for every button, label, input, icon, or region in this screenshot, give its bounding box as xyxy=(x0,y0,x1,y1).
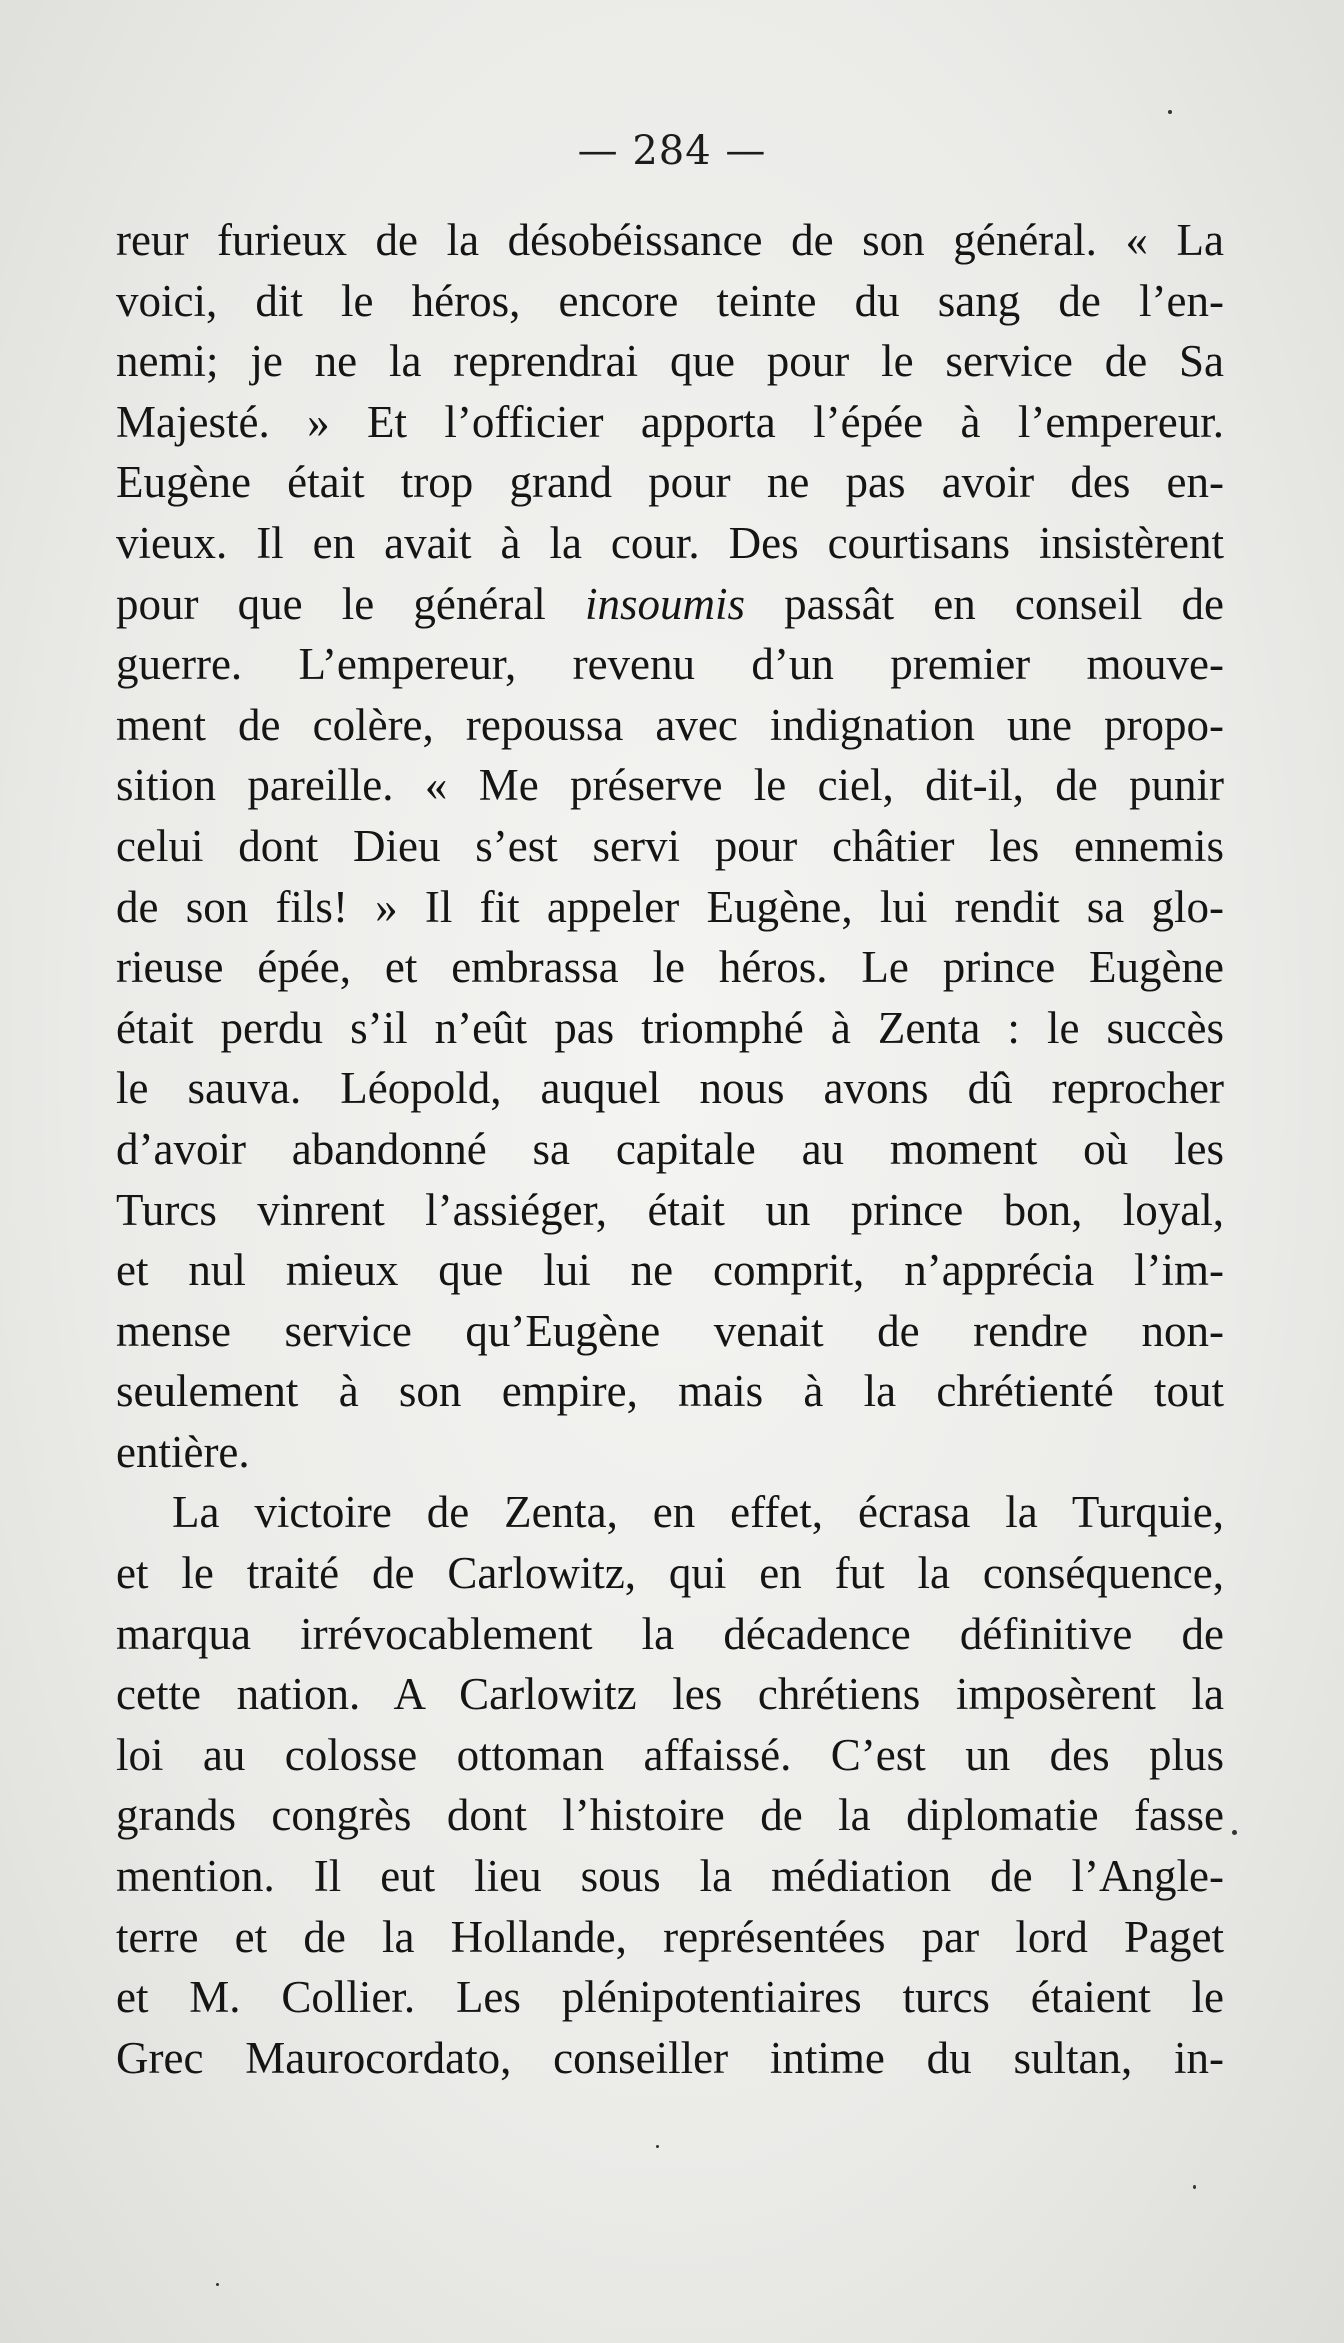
text-line: Grec Maurocordato, conseiller intime du sultan, in- xyxy=(116,2032,1224,2083)
print-speck xyxy=(1168,110,1172,114)
text-line: La victoire de Zenta, en effet, écrasa la Turquie, xyxy=(172,1487,1224,1538)
text-line: et M. Collier. Les plénipotentiaires turcs étaient le xyxy=(116,1972,1224,2023)
text-line xyxy=(116,574,1224,635)
text-line: reur furieux de la désobéissance de son général. « La xyxy=(116,215,1224,265)
text-line: guerre. L’empereur, revenu d’un premier mouve- xyxy=(116,639,1224,690)
print-speck xyxy=(1193,2185,1196,2189)
italic-word: insoumis xyxy=(584,578,745,629)
text-line: nemi; je ne la reprendrai que pour le service de Sa xyxy=(116,336,1224,387)
text-line: et nul mieux que lui ne comprit, n’apprécia l’im- xyxy=(116,1245,1224,1296)
print-speck xyxy=(656,2145,659,2148)
text-line: sition pareille. « Me préserve le ciel, dit-il, de punir xyxy=(116,760,1224,811)
text-line: loi au colosse ottoman affaissé. C’est un des plus xyxy=(116,1729,1224,1780)
text-line: mense service qu’Eugène venait de rendre non- xyxy=(116,1305,1224,1356)
text-line: cette nation. A Carlowitz les chrétiens imposèrent la xyxy=(116,1669,1224,1720)
page-number: — 284 — xyxy=(577,128,767,174)
text-line: vieux. Il en avait à la cour. Des courtisans insistèrent xyxy=(116,517,1224,568)
text-line: était perdu s’il n’eût pas triomphé à Zenta : le succès xyxy=(116,1002,1224,1053)
text-line: terre et de la Hollande, représentées par lord Paget xyxy=(116,1911,1224,1962)
text-line: de son fils! » Il fit appeler Eugène, lui rendit sa glo- xyxy=(116,881,1224,932)
body-text xyxy=(116,210,1224,2088)
text-line: marqua irrévocablement la décadence définitive de xyxy=(116,1608,1224,1659)
text-line: mention. Il eut lieu sous la médiation de l’Angle- xyxy=(116,1851,1224,1902)
text-line: seulement à son empire, mais à la chrétienté tout xyxy=(116,1366,1224,1417)
text-line: Majesté. » Et l’officier apporta l’épée à l’empereur. xyxy=(116,396,1224,447)
text-line: Turcs vinrent l’assiéger, était un prince bon, loyal, xyxy=(116,1184,1224,1235)
text-segment: passât en conseil de xyxy=(745,578,1224,629)
text-line: rieuse épée, et embrassa le héros. Le prince Eugène xyxy=(116,942,1224,993)
text-line: grands congrès dont l’histoire de la diplomatie fasse xyxy=(116,1790,1224,1841)
text-line: Eugène était trop grand pour ne pas avoir des en- xyxy=(116,457,1224,508)
text-line: celui dont Dieu s’est servi pour châtier les ennemis xyxy=(116,820,1224,871)
text-line: d’avoir abandonné sa capitale au moment où les xyxy=(116,1123,1224,1174)
text-line: entière. xyxy=(116,1426,250,1477)
print-speck xyxy=(1232,1830,1237,1835)
text-segment: pour que le général xyxy=(116,578,585,629)
text-line: le sauva. Léopold, auquel nous avons dû reprocher xyxy=(116,1063,1224,1114)
text-line: voici, dit le héros, encore teinte du sang de l’en- xyxy=(116,275,1224,326)
text-line: et le traité de Carlowitz, qui en fut la conséquence, xyxy=(116,1548,1224,1599)
text-line: ment de colère, repoussa avec indignation une propo- xyxy=(116,699,1224,750)
print-speck xyxy=(216,2283,219,2286)
